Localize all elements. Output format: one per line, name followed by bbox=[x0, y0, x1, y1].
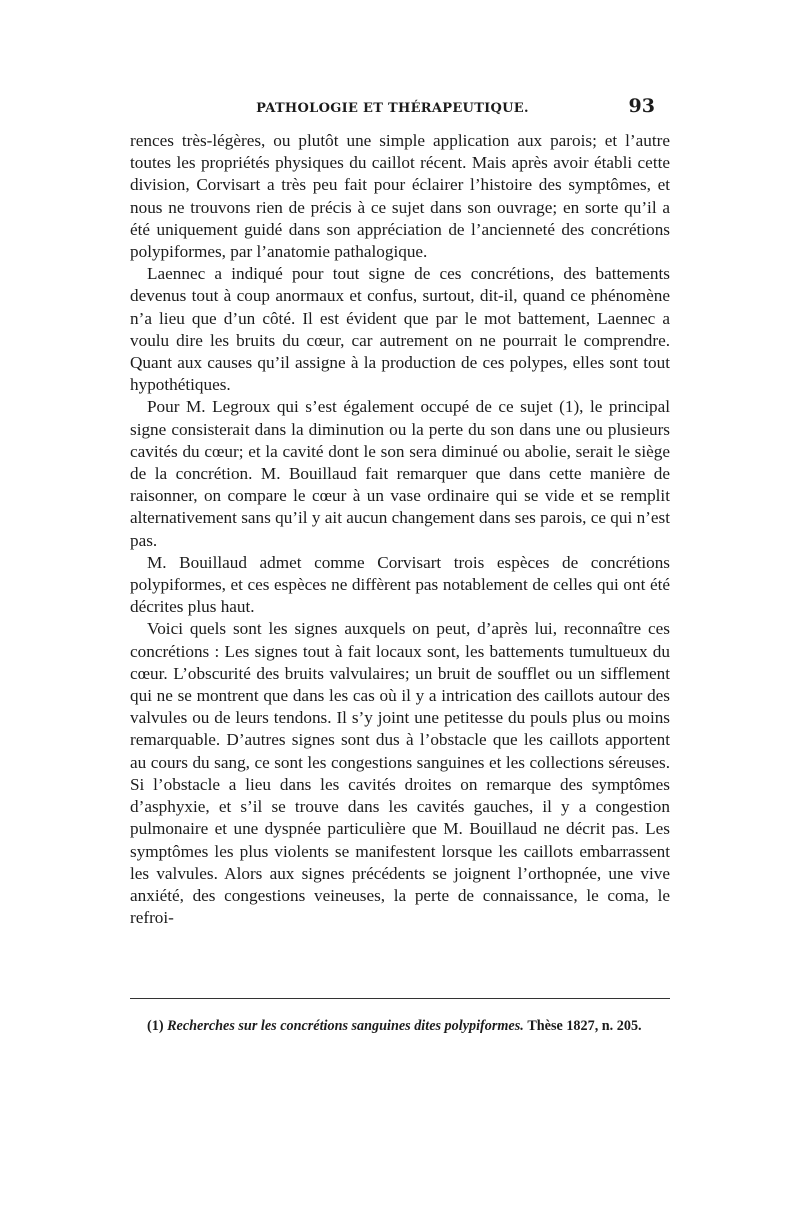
paragraph-2: Laennec a indiqué pour tout signe de ces concrétions, des battements devenus tout à coup anormaux et confus, surtout, dit-il, quand ce phénomène n’a lieu que d’un côté. Il est évident que par le mot battement, Laennec a voulu dire les bruits du cœur, car autrement on ne pourrait le comprendre. Quant aux causes qu’il assigne à la production de ces polypes, elles sont tout hypothétiques. bbox=[130, 264, 670, 395]
running-header bbox=[130, 95, 655, 123]
footnote-rule bbox=[130, 998, 670, 999]
body-text bbox=[130, 130, 670, 929]
paragraph-5: Voici quels sont les signes auxquels on peut, d’après lui, reconnaître ces concrétions : Les signes tout à fait locaux sont, les battements tumultueux du cœur. L’obscurité des bruits valvulaires; un bruit de soufflet ou un sifflement qui ne se montrent que dans les cas où il y a intrication des caillots autour des valvules ou de leurs tendons. Il s’y joint une petitesse du pouls plus ou moins remarquable. D’autres signes sont dus à l’obstacle que les caillots apportent au cours du sang, ce sont les congestions sanguines et les collections séreuses. Si l’obstacle a lieu dans les cavités droites on remarque des symptômes d’asphyxie, et s’il se trouve dans les cavités gauches, il y a congestion pulmonaire et une dyspnée particulière que M. Bouillaud ne décrit pas. Les symptômes les plus violents se manifestent lorsque les caillots embarrassent les valvules. Alors aux signes précédents se joignent l’orthopnée, une vive anxiété, des congestions veineuses, la perte de connaissance, le coma, le refroi- bbox=[130, 619, 670, 928]
footnote bbox=[130, 1017, 670, 1036]
running-title: PATHOLOGIE ET THÉRAPEUTIQUE. bbox=[256, 101, 529, 116]
footnote-title: Recherches sur les concrétions sanguines dites polypiformes. bbox=[167, 1018, 524, 1034]
footnote-marker: (1) bbox=[147, 1018, 164, 1034]
footnote-rest: Thèse 1827, n. 205. bbox=[527, 1018, 642, 1034]
page-number: 93 bbox=[628, 95, 655, 117]
paragraph-4: M. Bouillaud admet comme Corvisart trois espèces de concrétions polypiformes, et ces espèces ne diffèrent pas notablement de celles qui ont été décrites plus haut. bbox=[130, 552, 670, 617]
paragraph-3: Pour M. Legroux qui s’est également occupé de ce sujet (1), le principal signe consisterait dans la diminution ou la perte du son dans une ou plusieurs cavités du cœur; et la cavité dont le son sera diminué ou abolie, serait le siège de la concrétion. M. Bouillaud fait remarquer que dans cette manière de raisonner, on compare le cœur à un vase ordinaire qui se vide et se remplit alternativement sans qu’il y ait aucun changement dans ses parois, ce qui n’est pas. bbox=[130, 397, 670, 550]
paragraph-1: rences très-légères, ou plutôt une simple application aux parois; et l’autre toutes les propriétés physiques du caillot récent. Mais après avoir établi cette division, Corvisart a très peu fait pour éclairer l’histoire des symptômes, et nous ne trouvons rien de précis à ce sujet dans son ouvrage; en sorte qu’il a été uniquement guidé dans son appréciation de l’ancienneté des concrétions polypiformes, par l’anatomie pathalogique. bbox=[130, 131, 670, 262]
